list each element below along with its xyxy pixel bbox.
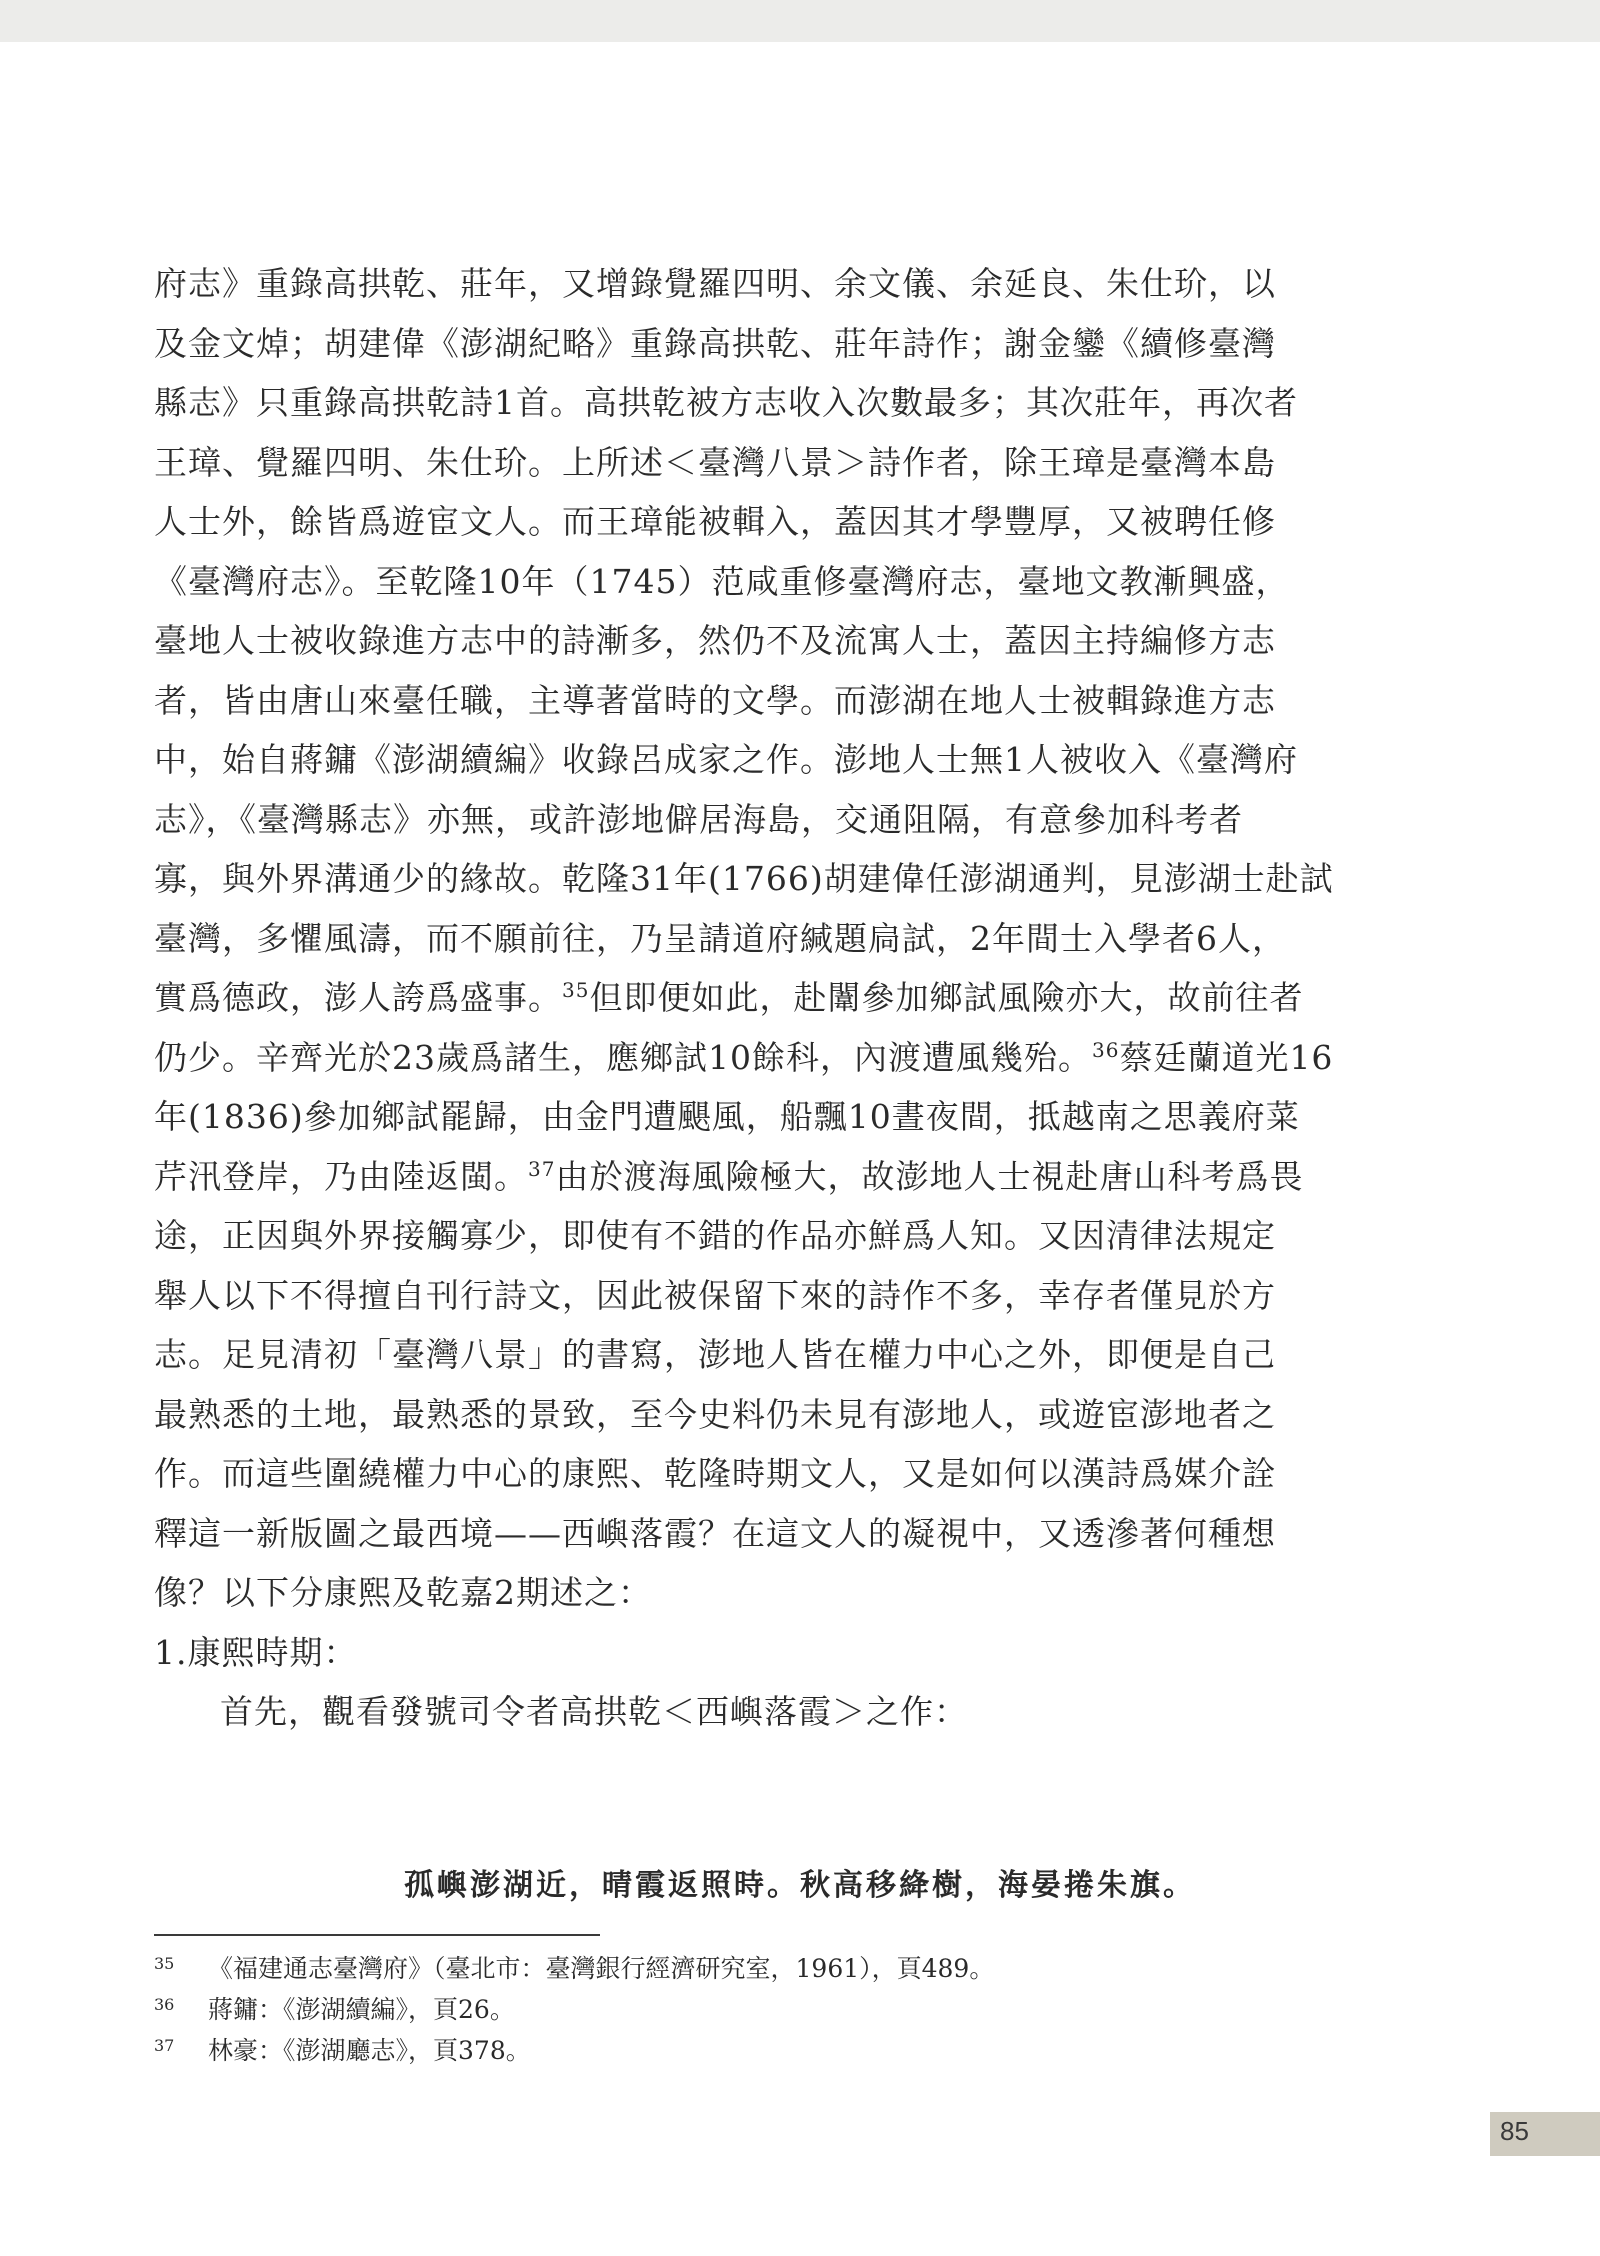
text-line: 中，始自蔣鏞《澎湖續編》收錄呂成家之作。澎地人士無1人被收入《臺灣府 bbox=[154, 740, 1298, 779]
footnote-divider bbox=[154, 1934, 600, 1936]
poem-line: 孤嶼澎湖近，晴霞返照時。秋高移絳樹，海晏捲朱旗。 bbox=[404, 1868, 1196, 1903]
footnote-text: 林豪：《澎湖廳志》，頁378。 bbox=[208, 2036, 531, 2065]
text-line: 及金文焯；胡建偉《澎湖紀略》重錄高拱乾、莊年詩作；謝金鑾《續修臺灣 bbox=[154, 323, 1276, 363]
text-line: 臺灣，多懼風濤，而不願前往，乃呈請道府緘題扃試，2年間士入學者6人， bbox=[154, 918, 1286, 958]
text-line: 釋這一新版圖之最西境——西嶼落霞？在這文人的凝視中，又透滲著何種想 bbox=[154, 1513, 1276, 1553]
text-line: 志。足見清初「臺灣八景」的書寫，澎地人皆在權力中心之外，即便是自己 bbox=[154, 1335, 1276, 1374]
text-segment: 但即便如此，赴闈參加鄉試風險亦大，故前往者 bbox=[589, 978, 1304, 1017]
footnote bbox=[154, 1950, 1154, 1991]
page-number-badge bbox=[1490, 2112, 1600, 2156]
text-line: 人士外，餘皆爲遊宦文人。而王璋能被輯入，蓋因其才學豐厚，又被聘任修 bbox=[154, 502, 1276, 541]
footnote-ref-35[interactable]: 35 bbox=[562, 978, 590, 1002]
text-line: 臺地人士被收錄進方志中的詩漸多，然仍不及流寓人士，蓋因主持編修方志 bbox=[154, 621, 1276, 660]
text-line: 《臺灣府志》。至乾隆10年（1745）范咸重修臺灣府志，臺地文教漸興盛， bbox=[154, 561, 1290, 601]
text-line: 寡，與外界溝通少的緣故。乾隆31年(1766)胡建偉任澎湖通判，見澎湖士赴試 bbox=[154, 859, 1334, 898]
text-segment: 仍少。辛齊光於23歲爲諸生，應鄉試10餘科，內渡遭風幾殆。 bbox=[154, 1037, 1092, 1077]
text-line bbox=[154, 968, 1350, 1028]
main-text bbox=[154, 254, 1350, 1742]
text-segment: 實爲德政，澎人誇爲盛事。 bbox=[154, 978, 562, 1017]
text-line: 像？以下分康熙及乾嘉2期述之： bbox=[154, 1573, 652, 1612]
footnote-text: 《福建通志臺灣府》（臺北市：臺灣銀行經濟研究室，1961），頁489。 bbox=[208, 1954, 995, 1983]
footnote bbox=[154, 2032, 1154, 2073]
scan-top-strip bbox=[0, 0, 1600, 42]
text-line: 最熟悉的土地，最熟悉的景致，至今史料仍未見有澎地人，或遊宦澎地者之 bbox=[154, 1394, 1276, 1434]
footnote-number: 35 bbox=[154, 1954, 175, 1973]
text-line bbox=[154, 1028, 1350, 1088]
page-number: 85 bbox=[1500, 2116, 1529, 2146]
footnote-ref-37[interactable]: 37 bbox=[528, 1156, 556, 1181]
text-line: 途，正因與外界接觸寡少，即使有不錯的作品亦鮮爲人知。又因清律法規定 bbox=[154, 1216, 1276, 1255]
text-line: 年(1836)參加鄉試罷歸，由金門遭颶風，船飄10晝夜間，抵越南之思義府菜 bbox=[154, 1097, 1300, 1136]
text-segment: 由於渡海風險極大，故澎地人士視赴唐山科考爲畏 bbox=[555, 1156, 1304, 1196]
text-line: 府志》重錄高拱乾、莊年，又增錄覺羅四明、余文儀、余延良、朱仕玠，以 bbox=[154, 264, 1276, 303]
text-line: 志》，《臺灣縣志》亦無，或許澎地僻居海島，交通阻隔，有意參加科考者 bbox=[154, 799, 1243, 839]
text-line: 王璋、覺羅四明、朱仕玠。上所述＜臺灣八景＞詩作者，除王璋是臺灣本島 bbox=[154, 442, 1276, 482]
text-line: 縣志》只重錄高拱乾詩1首。高拱乾被方志收入次數最多；其次莊年，再次者 bbox=[154, 383, 1298, 422]
footnote-number: 37 bbox=[154, 2036, 175, 2055]
footnotes bbox=[154, 1950, 1154, 2073]
footnote-number: 36 bbox=[154, 1995, 175, 2014]
footnote-ref-36[interactable]: 36 bbox=[1091, 1037, 1120, 1062]
text-line: 作。而這些圍繞權力中心的康熙、乾隆時期文人，又是如何以漢詩爲媒介詮 bbox=[154, 1454, 1276, 1493]
text-segment: 芹汛登岸，乃由陸返閩。 bbox=[154, 1156, 528, 1196]
footnote bbox=[154, 1991, 1154, 2032]
footnote-text: 蔣鏞：《澎湖續編》，頁26。 bbox=[208, 1995, 515, 2024]
text-line: 者，皆由唐山來臺任職，主導著當時的文學。而澎湖在地人士被輯錄進方志 bbox=[154, 680, 1276, 720]
text-segment: 蔡廷蘭道光16 bbox=[1119, 1037, 1334, 1077]
section-heading: 1.康熙時期： bbox=[154, 1632, 358, 1672]
text-line: 舉人以下不得擅自刊行詩文，因此被保留下來的詩作不多，幸存者僅見於方 bbox=[154, 1275, 1276, 1315]
text-line bbox=[154, 1147, 1350, 1207]
intro-line: 首先，觀看發號司令者高拱乾＜西嶼落霞＞之作： bbox=[220, 1692, 968, 1731]
